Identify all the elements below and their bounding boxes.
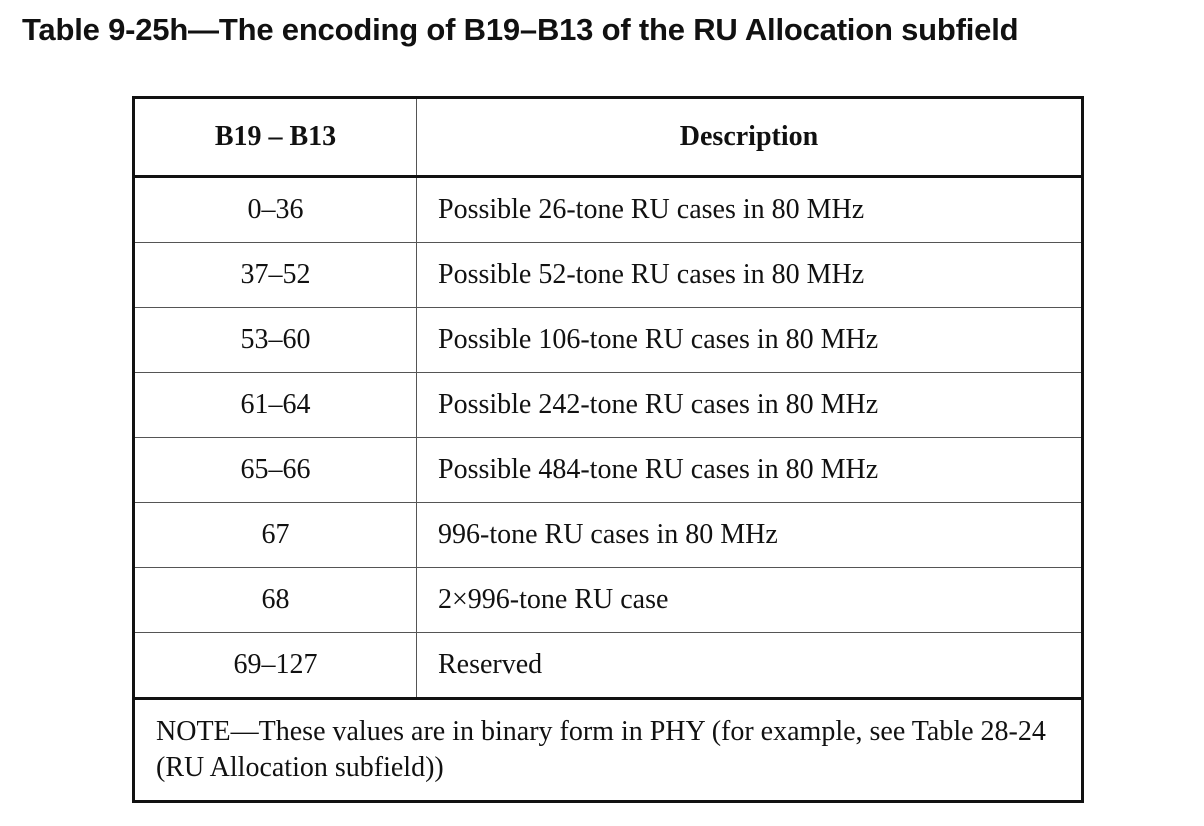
table-row [134, 438, 1083, 503]
bit-value-cell: 69–127 [134, 633, 417, 699]
table-row [134, 568, 1083, 633]
column-header-description: Description [417, 98, 1083, 177]
description-cell: 2×996-tone RU case [417, 568, 1083, 633]
table-row [134, 243, 1083, 308]
bit-value-cell: 53–60 [134, 308, 417, 373]
table-row [134, 503, 1083, 568]
bit-value-cell: 61–64 [134, 373, 417, 438]
table-row [134, 308, 1083, 373]
description-cell: Reserved [417, 633, 1083, 699]
bit-value-cell: 37–52 [134, 243, 417, 308]
encoding-table [132, 96, 1084, 803]
table-header-row [134, 98, 1083, 177]
bit-value-cell: 65–66 [134, 438, 417, 503]
table-note-row [134, 699, 1083, 802]
description-cell: 996-tone RU cases in 80 MHz [417, 503, 1083, 568]
bit-value-cell: 0–36 [134, 177, 417, 243]
description-cell: Possible 484-tone RU cases in 80 MHz [417, 438, 1083, 503]
table-row [134, 177, 1083, 243]
description-cell: Possible 106-tone RU cases in 80 MHz [417, 308, 1083, 373]
column-header-bits: B19 – B13 [134, 98, 417, 177]
table-note: NOTE—These values are in binary form in PHY (for example, see Table 28-24 (RU Allocation subfield)) [134, 699, 1083, 802]
bit-value-cell: 67 [134, 503, 417, 568]
table-row [134, 373, 1083, 438]
table-row [134, 633, 1083, 699]
description-cell: Possible 26-tone RU cases in 80 MHz [417, 177, 1083, 243]
description-cell: Possible 52-tone RU cases in 80 MHz [417, 243, 1083, 308]
bit-value-cell: 68 [134, 568, 417, 633]
table-title: Table 9-25h—The encoding of B19–B13 of the RU Allocation subfield [22, 12, 1019, 47]
description-cell: Possible 242-tone RU cases in 80 MHz [417, 373, 1083, 438]
